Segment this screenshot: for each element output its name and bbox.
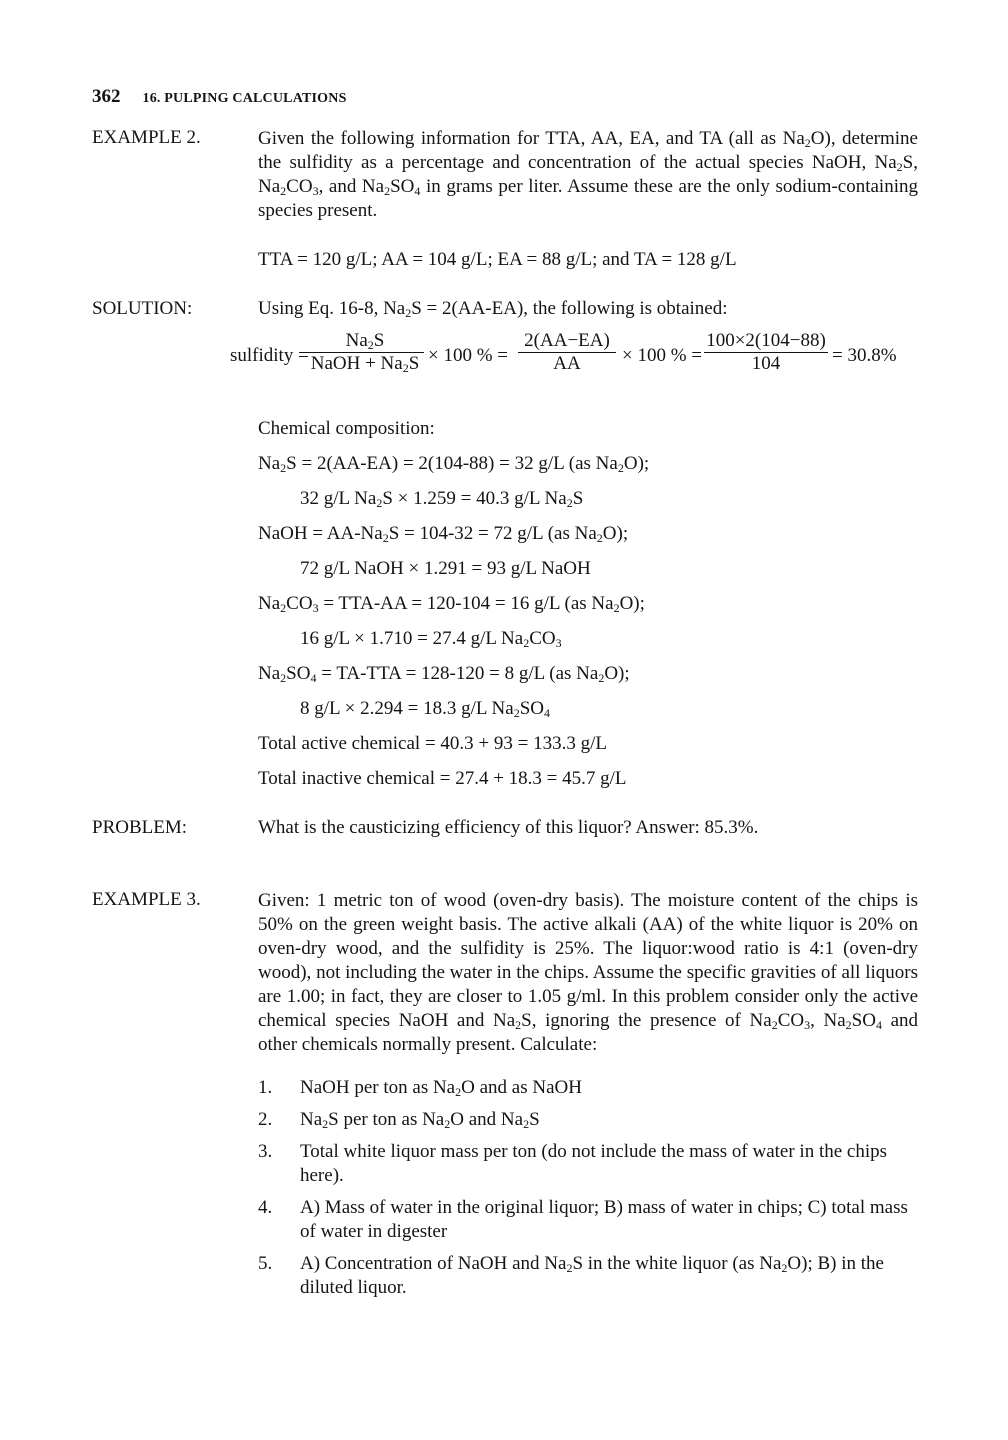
problem-label: PROBLEM:	[92, 817, 188, 838]
calculation-list	[258, 1076, 918, 1308]
list-item-text: NaOH per ton as $Na_2O$ and as NaOH	[300, 1077, 582, 1099]
calc-line: 8 g/L × 2.294 = 18.3 g/L $Na_2SO_4$	[300, 698, 550, 720]
calc-line: Total inactive chemical = 27.4 + 18.3 = 45.7 g/L	[258, 768, 627, 789]
calc-line: 72 g/L NaOH × 1.291 = 93 g/L NaOH	[300, 558, 591, 579]
calc-line: $Na_2SO_4 = TA-TTA = 128-120 = 8$ g/L (as $Na_2O$);	[258, 663, 630, 685]
list-item-text: A) Mass of water in the original liquor; B) mass of water in chips; C) total mass of water in digester	[300, 1197, 908, 1242]
problem-text: What is the causticizing efficiency of this liquor? Answer: 85.3%.	[258, 817, 759, 838]
list-item-text: Total white liquor mass per ton (do not include the mass of water in the chips here).	[300, 1141, 888, 1186]
list-item	[258, 1108, 918, 1132]
equation-op-1: × 100 % =	[428, 345, 509, 366]
example-3-text: Given: 1 metric ton of wood (oven-dry basis). The moisture content of the chips is 50% on the green weight basis. The active alkali (AA) of the white liquor is 20% on oven-dry wood, and the sulfidity is 25%. The liquor:wood ratio is 4:1 (oven-dry wood), not including the water in the chips. Assume the specific gravities of all liquors are 1.00; in fact, they are closer to 1.05 g/ml. In this problem consider only the active chemical species NaOH and $Na_2S$, ignoring the presence of $Na_2CO_3$, $Na_2SO_4$ and other chemicals normally present. Calculate:	[258, 890, 919, 1055]
calc-line: $Na_2S = 2(AA-EA) = 2(104-88) = 32$ g/L (as $Na_2O$);	[258, 453, 650, 475]
list-item-number: 5.	[258, 1253, 273, 1274]
calc-line: 32 g/L $Na_2S \times 1.259 = 40.3$ g/L $Na_2S$	[300, 488, 584, 510]
example-2-text: Given the following information for TTA, AA, EA, and TA (all as $Na_2O$), determine the sulfidity as a percentage and concentration of the actual species NaOH, $Na_2S$, $Na_2CO_3$, and $Na_2SO_4$ in grams per liter. Assume these are the only sodium-containing species present.	[258, 128, 918, 221]
list-item-number: 3.	[258, 1141, 273, 1162]
given-values: TTA = 120 g/L; AA = 104 g/L; EA = 88 g/L; and TA = 128 g/L	[258, 249, 737, 270]
equation-result: = 30.8%	[832, 345, 897, 366]
equation-lhs: sulfidity =	[230, 345, 309, 366]
list-item	[258, 1076, 918, 1100]
list-item-number: 1.	[258, 1077, 273, 1098]
fraction-2	[518, 330, 616, 375]
fraction-1-denominator: NaOH + $Na_2S$	[310, 353, 420, 375]
list-item-number: 2.	[258, 1109, 273, 1130]
fraction-1-numerator: $Na_2S$	[345, 330, 385, 352]
list-item-text: $Na_2S$ per ton as $Na_2O$ and $Na_2S$	[300, 1109, 540, 1131]
fraction-3-numerator: 100×2(104−88)	[706, 330, 826, 351]
calc-line: Total active chemical = 40.3 + 93 = 133.3 g/L	[258, 733, 607, 754]
list-item	[258, 1196, 918, 1244]
page-number: 362	[92, 86, 121, 107]
fraction-3-denominator: 104	[751, 353, 781, 374]
composition-title: Chemical composition:	[258, 418, 435, 439]
list-item	[258, 1140, 918, 1188]
calc-line: 16 g/L × 1.710 = 27.4 g/L $Na_2CO_3$	[300, 628, 562, 650]
calc-line: $Na_2CO_3 = TTA-AA = 120-104 = 16$ g/L (as $Na_2O$);	[258, 593, 645, 615]
example-2-label: EXAMPLE 2.	[92, 127, 201, 148]
calc-line: NaOH = $AA-Na_2S = 104-32 = 72$ g/L (as $Na_2O$);	[258, 523, 629, 545]
fraction-2-numerator: 2(AA−EA)	[524, 330, 610, 351]
list-item	[258, 1252, 918, 1300]
fraction-1	[306, 330, 424, 375]
example-3-label: EXAMPLE 3.	[92, 889, 201, 910]
list-item-number: 4.	[258, 1197, 273, 1218]
list-item-text: A) Concentration of NaOH and $Na_2S$ in the white liquor (as $Na_2O$); B) in the diluted liquor.	[300, 1253, 884, 1298]
chapter-title: 16. PULPING CALCULATIONS	[142, 91, 347, 106]
solution-intro: Using Eq. 16-8, $Na_2S = 2(AA-EA)$, the following is obtained:	[258, 298, 728, 320]
solution-label: SOLUTION:	[92, 298, 193, 319]
running-header	[92, 86, 347, 108]
fraction-3	[704, 330, 828, 375]
fraction-2-denominator: AA	[553, 353, 581, 374]
equation-op-2: × 100 % =	[622, 345, 703, 366]
